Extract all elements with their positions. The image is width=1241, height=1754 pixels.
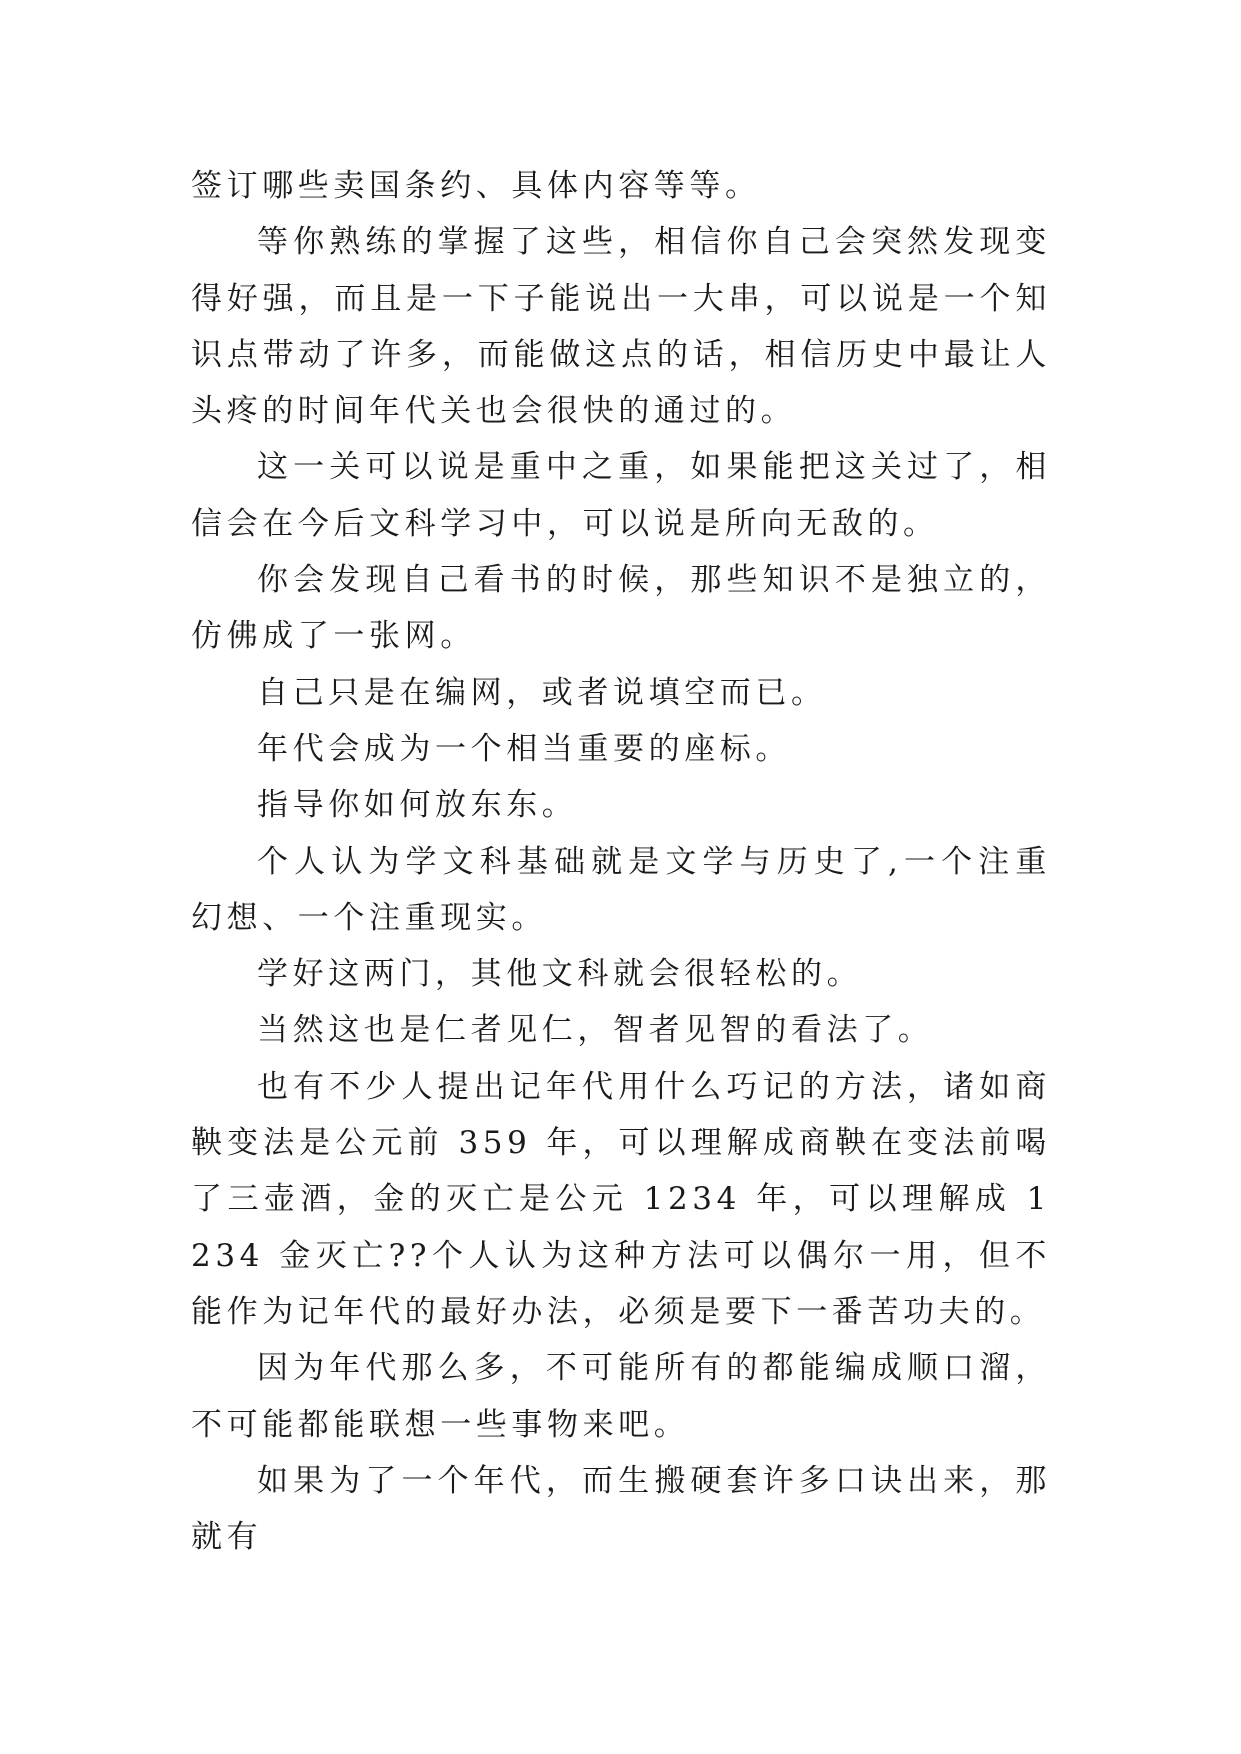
- paragraph: 自己只是在编网，或者说填空而已。: [257, 674, 827, 711]
- paragraph: 当然这也是仁者见仁，智者见智的看法了。: [257, 1012, 934, 1049]
- document-body: [191, 158, 1051, 1565]
- paragraph: 这一关可以说是重中之重，如果能把这关过了，相信会在今后文科学习中，可以说是所向无敌的。: [191, 449, 1051, 542]
- paragraph: 等你熟练的掌握了这些，相信你自己会突然发现变得好强，而且是一下子能说出一大串，可以说是一个知识点带动了许多，而能做这点的话，相信历史中最让人头疼的时间年代关也会很快的通过的。: [191, 224, 1051, 430]
- paragraph: 也有不少人提出记年代用什么巧记的方法，诸如商鞅变法是公元前 359 年，可以理解成商鞅在变法前喝了三壶酒，金的灭亡是公元 1234 年，可以理解成 1234 金灭亡??个人认为这种方法可以偶尔一用，但不能作为记年代的最好办法，必须是要下一番苦功夫的。: [191, 1068, 1051, 1330]
- paragraph: 学好这两门，其他文科就会很轻松的。: [257, 956, 863, 993]
- paragraph: 指导你如何放东东。: [257, 787, 578, 824]
- paragraph: 个人认为学文科基础就是文学与历史了,一个注重幻想、一个注重现实。: [191, 843, 1051, 936]
- paragraph: 因为年代那么多，不可能所有的都能编成顺口溜，不可能都能联想一些事物来吧。: [191, 1350, 1051, 1443]
- paragraph: 如果为了一个年代，而生搬硬套许多口诀出来，那就有: [191, 1462, 1051, 1556]
- paragraph: 签订哪些卖国条约、具体内容等等。: [191, 168, 761, 204]
- paragraph: 年代会成为一个相当重要的座标。: [257, 730, 791, 767]
- paragraph: 你会发现自己看书的时候，那些知识不是独立的，仿佛成了一张网。: [191, 562, 1051, 655]
